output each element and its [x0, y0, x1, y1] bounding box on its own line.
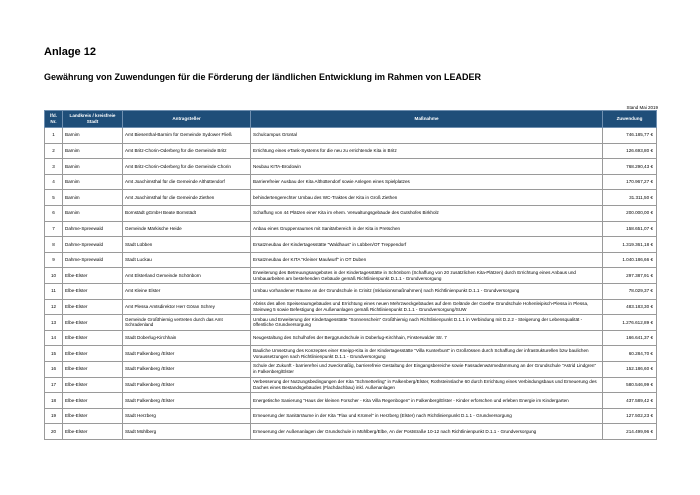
- row-nr: 6: [45, 205, 63, 221]
- table-row: [45, 128, 657, 144]
- table-row: [45, 159, 657, 175]
- table-row: [45, 268, 657, 284]
- row-kreis: Dahme-Spreewald: [63, 237, 123, 253]
- row-nr: 15: [45, 346, 63, 362]
- row-massnahme: Ersatzneubau der KITA "Kleiner Maulwurf" in OT Duben: [251, 252, 603, 268]
- row-massnahme: Schule der Zukunft - barrierefrei und zweckmäßig, barrierefreie Gestaltung der Eingangsbereiche sowie Fassadenwärmedämmung an der Grundschule "Astrid Lindgren" in Falkenberg/Elster: [251, 361, 603, 377]
- row-antragsteller: Stadt Falkenberg /Elster: [123, 346, 251, 362]
- table-row: [45, 346, 657, 362]
- row-kreis: Elbe-Elster: [63, 299, 123, 315]
- row-zuwendung: 746.185,77 €: [603, 128, 657, 144]
- row-kreis: Elbe-Elster: [63, 408, 123, 424]
- row-nr: 17: [45, 377, 63, 393]
- row-massnahme: Erweiterung des Betreuungsangebotes in der Kindertagesstätte in Schönborn (Schaffung von 20 zusätzlichen Kita-Plätzen) durch Errichtung eines Anbaus und Umbauarbeiten am bestehenden Gebäude gemäß Richtlinienpunkt D.1.1 - Grundversorgung: [251, 268, 603, 284]
- row-nr: 20: [45, 424, 63, 440]
- row-antragsteller: Amt Joachimsthal für die Gemeinde Althüttendorf: [123, 174, 251, 190]
- row-kreis: Elbe-Elster: [63, 393, 123, 409]
- row-zuwendung: 768.290,43 €: [603, 159, 657, 175]
- header-kreis: Landkreis / kreisfreie Stadt: [63, 111, 123, 128]
- row-kreis: Barnim: [63, 205, 123, 221]
- table-row: [45, 205, 657, 221]
- table-row: [45, 377, 657, 393]
- row-antragsteller: Amt Britz-Chorin-Oderberg für die Gemeinde Britz: [123, 143, 251, 159]
- row-zuwendung: 1.276.612,89 €: [603, 315, 657, 331]
- row-zuwendung: 78.029,37 €: [603, 283, 657, 299]
- row-nr: 19: [45, 408, 63, 424]
- row-nr: 7: [45, 221, 63, 237]
- row-kreis: Dahme-Spreewald: [63, 252, 123, 268]
- row-zuwendung: 60.284,70 €: [603, 346, 657, 362]
- row-massnahme: Erneuerung der Sanitärräume in der Kita "Flax und Krümel" in Herzberg (Elster) nach Richtlinienpunkt D.1.1 - Grundversorgung: [251, 408, 603, 424]
- table-row: [45, 315, 657, 331]
- row-nr: 14: [45, 330, 63, 346]
- row-massnahme: Umbau vorhandener Räume an der Grundschule in Crinitz (Inklusionsmaßnahmen) nach Richtlinienpunkt D.1.1 - Grundversorgung: [251, 283, 603, 299]
- row-massnahme: Abriss des allen Speiseraumgebäudes und Errichtung eines neuen Mehrzweckgebäudes auf dem Gelände der Goethe Grundschule Hohenleipisch-Plessa in Plessa, Steinweg 5 sowie Befestigung der Außenanlagen gemäß Richtlinienpunkt D.1.1 - Grundversorgung/SUW: [251, 299, 603, 315]
- row-nr: 12: [45, 299, 63, 315]
- row-nr: 2: [45, 143, 63, 159]
- row-massnahme: Schulcampus Grüntal: [251, 128, 603, 144]
- row-massnahme: Errichtung eines eTank-Systems für die neu zu errichtende Kita in Britz: [251, 143, 603, 159]
- row-nr: 11: [45, 283, 63, 299]
- row-massnahme: Neugestaltung des Schulhofes der Berggrundschule in Doberlug-Kirchhain, Finsterwalder Str. 7: [251, 330, 603, 346]
- row-kreis: Elbe-Elster: [63, 268, 123, 284]
- header-zuwendung: Zuwendung: [603, 111, 657, 128]
- row-antragsteller: Stadt Falkenberg /Elster: [123, 361, 251, 377]
- row-massnahme: Neubau KITA-Brodowin: [251, 159, 603, 175]
- row-kreis: Barnim: [63, 174, 123, 190]
- table-row: [45, 299, 657, 315]
- row-nr: 18: [45, 393, 63, 409]
- row-antragsteller: Stadt Herzberg: [123, 408, 251, 424]
- row-kreis: Barnim: [63, 159, 123, 175]
- row-antragsteller: Stadt Falkenberg /Elster: [123, 393, 251, 409]
- row-zuwendung: 1.319.361,18 €: [603, 237, 657, 253]
- row-zuwendung: 126.693,80 €: [603, 143, 657, 159]
- table-row: [45, 424, 657, 440]
- row-antragsteller: Gemeinde Märkische Heide: [123, 221, 251, 237]
- table-header-row: [45, 111, 657, 128]
- header-nr: lfd. Nr.: [45, 111, 63, 128]
- row-zuwendung: 166.641,37 €: [603, 330, 657, 346]
- row-kreis: Dahme-Spreewald: [63, 221, 123, 237]
- row-zuwendung: 483.183,30 €: [603, 299, 657, 315]
- row-antragsteller: Amt Joachimsthal für die Gemeinde Ziethen: [123, 190, 251, 206]
- table-row: [45, 361, 657, 377]
- row-zuwendung: 437.589,42 €: [603, 393, 657, 409]
- row-zuwendung: 158.651,07 €: [603, 221, 657, 237]
- row-antragsteller: Stadt Mühlberg: [123, 424, 251, 440]
- row-kreis: Elbe-Elster: [63, 361, 123, 377]
- table-row: [45, 143, 657, 159]
- table-row: [45, 190, 657, 206]
- row-antragsteller: Bornstädt gGmbH Beate Bornstädt: [123, 205, 251, 221]
- row-zuwendung: 200.000,00 €: [603, 205, 657, 221]
- header-antragsteller: Antragsteller: [123, 111, 251, 128]
- row-nr: 16: [45, 361, 63, 377]
- row-zuwendung: 580.546,99 €: [603, 377, 657, 393]
- row-nr: 1: [45, 128, 63, 144]
- row-antragsteller: Stadt Falkenberg /Elster: [123, 377, 251, 393]
- row-zuwendung: 170.967,27 €: [603, 174, 657, 190]
- funding-table: [44, 110, 657, 440]
- row-nr: 13: [45, 315, 63, 331]
- table-row: [45, 221, 657, 237]
- row-massnahme: Bauliche Umsetzung des Konzeptes einer Kneipp-Kita in der Kindertagesstätte "Villa Kunterbunt" in Großrössen durch Schaffung der infrastrukturellen bzw baulichen Voraussetzungen nach Richtlinienpunkt D.1.1 - Grundversorgung: [251, 346, 603, 362]
- page-title: Anlage 12: [44, 46, 96, 58]
- row-kreis: Elbe-Elster: [63, 315, 123, 331]
- row-kreis: Elbe-Elster: [63, 346, 123, 362]
- row-antragsteller: Stadt Lübben: [123, 237, 251, 253]
- row-antragsteller: Stadt Luckau: [123, 252, 251, 268]
- header-massnahme: Maßnahme: [251, 111, 603, 128]
- row-nr: 10: [45, 268, 63, 284]
- row-massnahme: Ersatzneubau der Kindertagesstätte "Waldhaus" in Lübben/OT Treppendorf: [251, 237, 603, 253]
- table-row: [45, 174, 657, 190]
- row-kreis: Elbe-Elster: [63, 330, 123, 346]
- row-antragsteller: Amt Kleine Elster: [123, 283, 251, 299]
- row-antragsteller: Amt Biesenthal-Barnim für Gemeinde Sydower Fließ: [123, 128, 251, 144]
- row-antragsteller: Gemeinde Großthiemig vertreten durch das Amt Schradenland: [123, 315, 251, 331]
- row-kreis: Elbe-Elster: [63, 424, 123, 440]
- row-nr: 3: [45, 159, 63, 175]
- row-massnahme: behindertengerechter Umbau des WC-Traktes der Kita in Groß Ziethen: [251, 190, 603, 206]
- row-antragsteller: Stadt Doberlug-Kirchhain: [123, 330, 251, 346]
- row-massnahme: Verbesserung der Nutzungsbedingungen der Kita "Schmetterling" in Falkenberg/Elster, Rothsteinslache 60 durch Errichtung eines Verbindungsbaus und Erneuerung des Daches eines Bestandsgebäudes (Flachdachbau) inkl. Außenanlagen: [251, 377, 603, 393]
- table-row: [45, 237, 657, 253]
- row-zuwendung: 1.040.186,66 €: [603, 252, 657, 268]
- row-antragsteller: Amt Elsterland Gemeinde Schönborn: [123, 268, 251, 284]
- row-antragsteller: Amt Britz-Chorin-Oderberg für die Gemeinde Chorin: [123, 159, 251, 175]
- row-massnahme: Barrierefreier Ausbau der Kita Althüttendorf sowie Anlegen eines Spielplatzes: [251, 174, 603, 190]
- table-row: [45, 330, 657, 346]
- table-row: [45, 252, 657, 268]
- row-zuwendung: 31.311,50 €: [603, 190, 657, 206]
- table-row: [45, 393, 657, 409]
- row-zuwendung: 127.502,23 €: [603, 408, 657, 424]
- row-zuwendung: 297.387,91 €: [603, 268, 657, 284]
- row-zuwendung: 214.499,96 €: [603, 424, 657, 440]
- row-massnahme: Erneuerung der Außenanlagen der Grundschule in Mühlberg/Elbe, An der Poststraße 10-12 nach Richtlinienpunkt D.1.1 - Grundversorgung: [251, 424, 603, 440]
- row-nr: 8: [45, 237, 63, 253]
- row-nr: 4: [45, 174, 63, 190]
- row-kreis: Barnim: [63, 128, 123, 144]
- row-zuwendung: 152.186,60 €: [603, 361, 657, 377]
- row-kreis: Elbe-Elster: [63, 377, 123, 393]
- row-massnahme: Anbau eines Gruppenraumes mit Sanitärbereich in der Kita in Pretschen: [251, 221, 603, 237]
- row-massnahme: Energetische Sanierung "Haus der kleinen Forscher - Kita Villa Regenbogen" in Falkenberg/Elster - Kinder erforschen und erleben Energie im Kindergarten: [251, 393, 603, 409]
- row-nr: 5: [45, 190, 63, 206]
- row-kreis: Elbe-Elster: [63, 283, 123, 299]
- row-antragsteller: Amt Plessa Amtsdirektor Herr Göran Schrey: [123, 299, 251, 315]
- row-massnahme: Schaffung von 44 Plätzen einer Kita im ehem. Verwaltungsgebäude des Gutshofes Birkholz: [251, 205, 603, 221]
- row-kreis: Barnim: [63, 143, 123, 159]
- row-massnahme: Umbau und Erweiterung der Kindertagesstätte "Sonnenschein" Großthiemig nach Richtlinienpunkt D.1.1 in Verbindung mit D.2.2 - Steigerung der Lebensqualität - öffentliche Grundversorgung: [251, 315, 603, 331]
- row-nr: 9: [45, 252, 63, 268]
- page-subtitle: Gewährung von Zuwendungen für die Förderung der ländlichen Entwicklung im Rahmen von LEADER: [44, 72, 482, 82]
- row-kreis: Barnim: [63, 190, 123, 206]
- table-row: [45, 283, 657, 299]
- stand-date: Stand Mai 2019: [626, 105, 658, 110]
- table-row: [45, 408, 657, 424]
